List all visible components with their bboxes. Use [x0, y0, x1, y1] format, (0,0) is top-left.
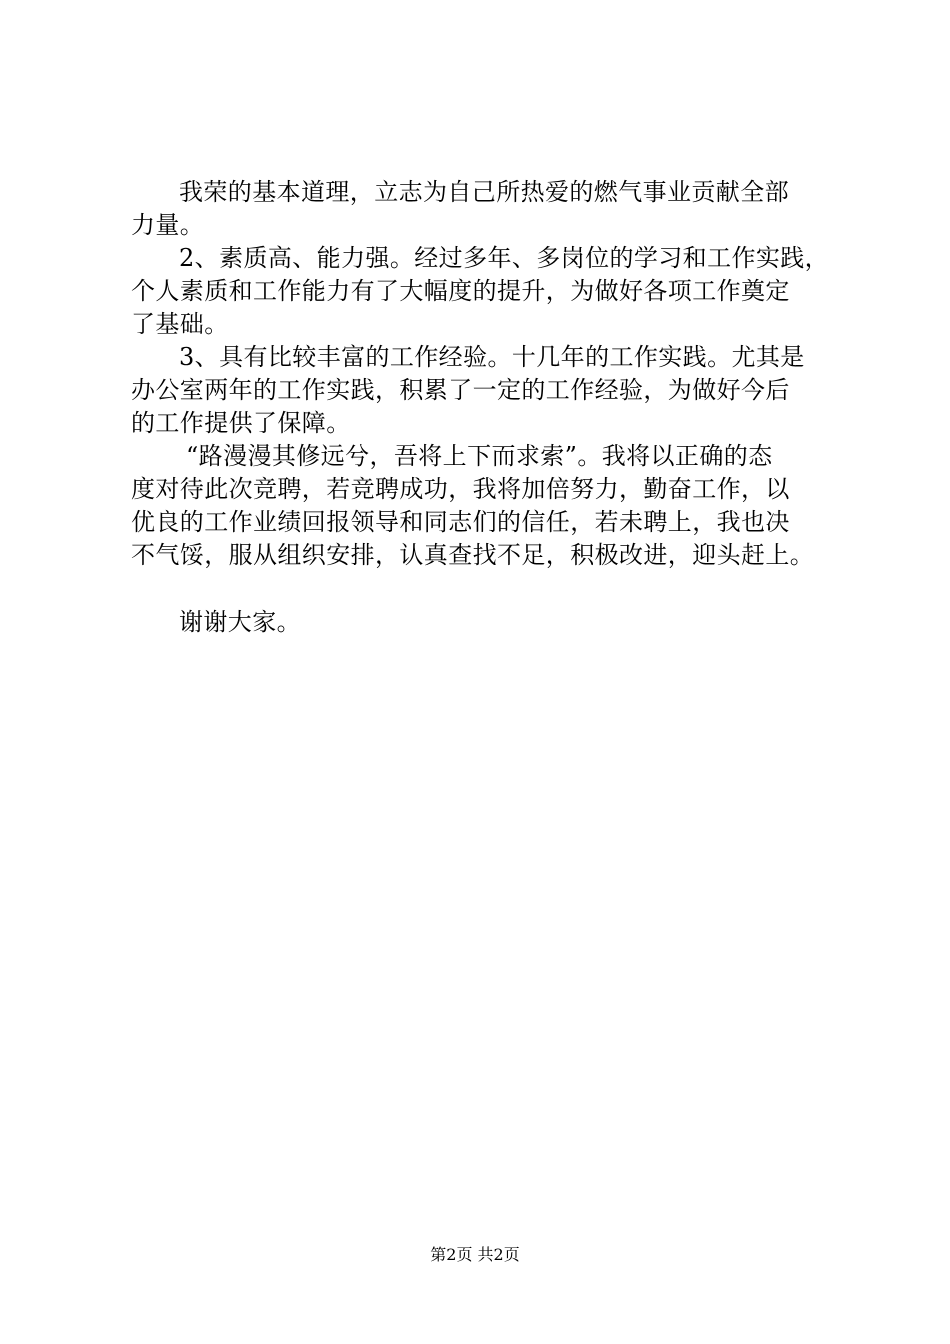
closing-line: 谢谢大家。	[179, 608, 301, 636]
text-line: 办公室两年的工作实践，积累了一定的工作经验，为做好今后	[131, 376, 790, 404]
text-line: 度对待此次竞聘，若竞聘成功，我将加倍努力，勤奋工作，以	[131, 475, 790, 503]
text-line: 优良的工作业绩回报领导和同志们的信任，若未聘上，我也决	[131, 508, 790, 536]
text-line: 2、素质高、能力强。经过多年、多岗位的学习和工作实践，	[179, 244, 830, 272]
paragraph-gap	[131, 572, 843, 606]
text-line: 3、具有比较丰富的工作经验。十几年的工作实践。尤其是	[179, 343, 805, 371]
text-line: “路漫漫其修远兮，吾将上下而求索”。我将以正确的态	[186, 442, 773, 470]
text-line: 力量。	[131, 211, 205, 239]
document-body	[131, 176, 843, 639]
text-line: 个人素质和工作能力有了大幅度的提升，为做好各项工作奠定	[131, 277, 790, 305]
page-number-footer: 第2页 共2页	[430, 1245, 520, 1264]
text-line: 了基础。	[131, 310, 229, 338]
text-line: 的工作提供了保障。	[131, 409, 351, 437]
text-line: 不气馁，服从组织安排，认真查找不足，积极改进，迎头赶上。	[131, 541, 815, 569]
text-line: 我荣的基本道理，立志为自己所热爱的燃气事业贡献全部	[179, 178, 789, 206]
